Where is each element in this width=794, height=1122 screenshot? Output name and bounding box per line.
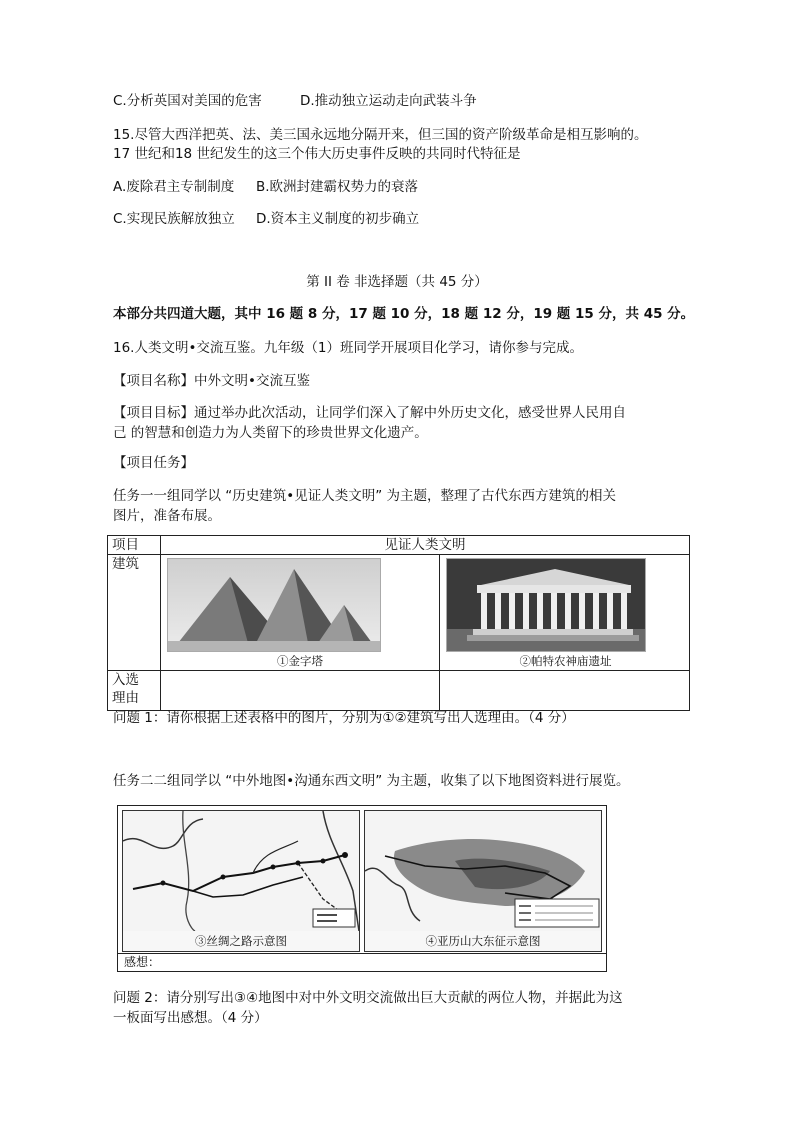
table-header-theme: 见证人类文明 <box>161 536 690 555</box>
project-goal-line2: 己 的智慧和创造力为人类留下的珍贵世界文化遗产。 <box>113 425 428 441</box>
reason-label-line1: 入选 <box>112 672 139 688</box>
task1-line2: 图片，准备布展。 <box>113 508 221 524</box>
exhibit-table <box>107 535 690 711</box>
task1-line1: 任务一一组同学以 “历史建筑•见证人类文明” 为主题，整理了古代东西方建筑的相关 <box>113 488 617 504</box>
task2: 任务二二组同学以 “中外地图•沟通东西文明” 为主题，收集了以下地图资料进行展览。 <box>113 773 630 789</box>
q16-stem: 16.人类文明•交流互鉴。九年级（1）班同学开展项目化学习，请你参与完成。 <box>113 340 584 356</box>
silk-road-caption: ③丝绸之路示意图 <box>195 934 287 948</box>
q15-stem-line2: 17 世纪和18 世纪发生的这三个伟大历史事件反映的共同时代特征是 <box>113 146 521 162</box>
question2-line1: 问题 2：请分别写出③④地图中对中外文明交流做出巨大贡献的两位人物，并据此为这 <box>113 990 623 1006</box>
project-goal-line1: 【项目目标】通过举办此次活动，让同学们深入了解中外历史文化，感受世界人民用自 <box>113 405 626 421</box>
feeling-label: 感想： <box>124 955 161 969</box>
parthenon-cell <box>440 555 690 671</box>
table-row-reason-label <box>108 671 161 711</box>
section-intro: 本部分共四道大题，其中 16 题 8 分，17 题 10 分，18 题 12 分，19 题 15 分，共 45 分。 <box>113 306 695 322</box>
parthenon-image <box>446 558 646 652</box>
feeling-divider <box>118 953 606 954</box>
question2-line2: 一板面写出感想。（4 分） <box>113 1010 268 1026</box>
q14-option-d: D.推动独立运动走向武装斗争 <box>300 93 477 109</box>
pyramid-caption: ①金字塔 <box>277 654 323 668</box>
q15-option-a: A.废除君主专制制度 <box>113 179 235 195</box>
map-panel <box>117 805 607 972</box>
section-title: 第 II 卷 非选择题（共 45 分） <box>306 274 488 290</box>
q14-option-c: C.分析英国对美国的危害 <box>113 93 262 109</box>
question1: 问题 1：请你根据上述表格中的图片，分别为①②建筑写出人选理由。（4 分） <box>113 710 575 726</box>
alexander-caption: ④亚历山大东征示意图 <box>425 934 541 948</box>
table-header-item: 项目 <box>108 536 161 555</box>
reason-answer-cell-2[interactable] <box>440 671 690 711</box>
pyramid-cell <box>161 555 440 671</box>
q15-stem-line1: 15.尽管大西洋把英、法、美三国永远地分隔开来，但三国的资产阶级革命是相互影响的。 <box>113 127 648 143</box>
table-row-building-label: 建筑 <box>108 555 161 671</box>
q15-option-c: C.实现民族解放独立 <box>113 211 235 227</box>
reason-label-line2: 理由 <box>112 690 139 706</box>
parthenon-caption: ②帕特农神庙遗址 <box>519 654 612 668</box>
reason-answer-cell-1[interactable] <box>161 671 440 711</box>
q15-option-b: B.欧洲封建霸权势力的衰落 <box>256 179 419 195</box>
alexander-map <box>364 810 602 952</box>
q15-option-d: D.资本主义制度的初步确立 <box>256 211 420 227</box>
project-name: 【项目名称】中外文明•交流互鉴 <box>113 373 310 389</box>
task-heading: 【项目任务】 <box>113 455 194 471</box>
pyramid-image <box>167 558 381 652</box>
silk-road-map <box>122 810 360 952</box>
